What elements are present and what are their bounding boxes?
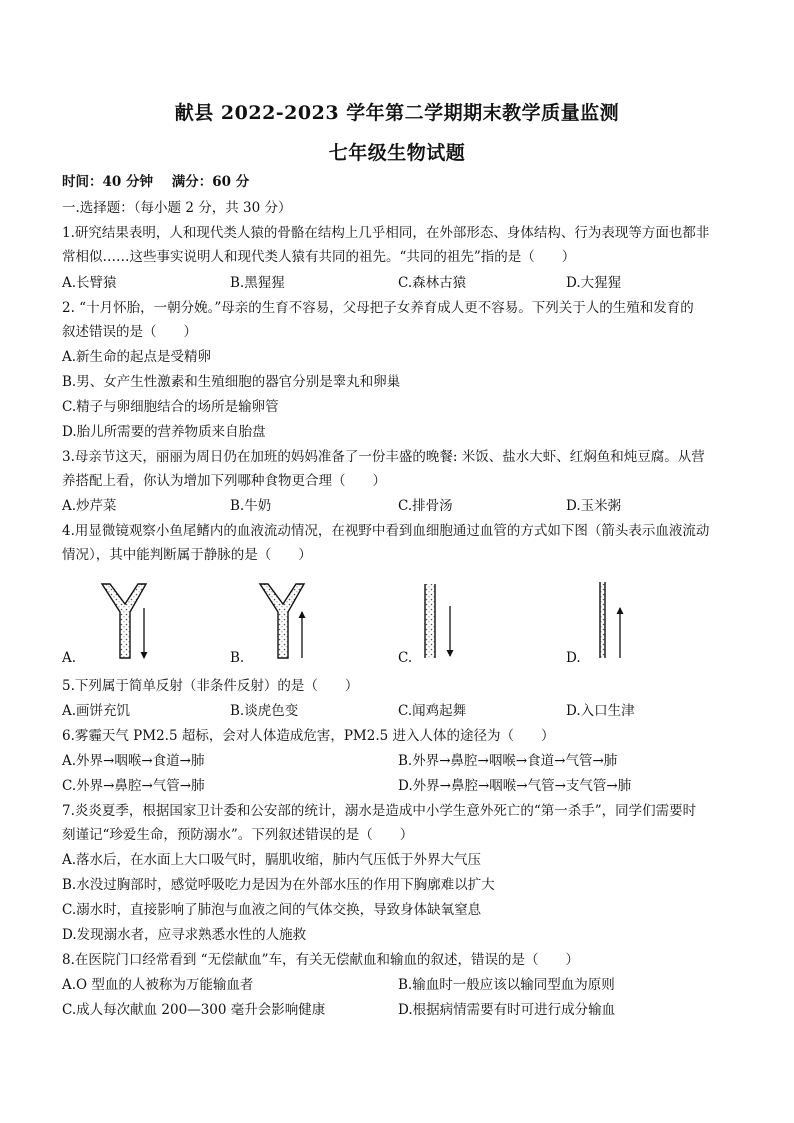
q6-option-b: B.外界→鼻腔→咽喉→食道→气管→肺 (398, 753, 618, 769)
q1-option-a: A.长臂猿 (62, 275, 117, 291)
q2-option-a: A.新生命的起点是受精卵 (62, 349, 212, 365)
q1-option-d: D.大猩猩 (566, 275, 622, 291)
q5-option-b: B.谈虎色变 (230, 703, 299, 719)
q2-option-c: C.精子与卵细胞结合的场所是输卵管 (62, 399, 279, 415)
q5-option-a: A.画饼充饥 (62, 703, 131, 719)
q1-stem-line2: 常相似……这些事实说明人和现代类人猿有共同的祖先。“共同的祖先”指的是（ ） (62, 249, 576, 265)
q5-option-d: D.入口生津 (566, 703, 635, 719)
q3-option-d: D.玉米粥 (566, 498, 622, 514)
q7-stem-line1: 7.炎炎夏季，根据国家卫计委和公安部的统计，溺水是造成中小学生意外死亡的“第一杀手”，同学们需要时 (62, 803, 697, 819)
exam-info: 时间：40 分钟 满分：60 分 (62, 174, 250, 190)
q1-stem-line1: 1.研究结果表明，人和现代类人猿的骨骼在结构上几乎相同，在外部形态、身体结构、行为表现等方面也都非 (62, 225, 710, 241)
q4-option-d: D. (566, 650, 581, 666)
q2-option-d: D.胎儿所需要的营养物质来自胎盘 (62, 424, 266, 440)
q4-option-c: C. (398, 650, 413, 666)
q7-option-d: D.发现溺水者，应寻求熟悉水性的人施救 (62, 927, 307, 943)
q8-option-c: C.成人每次献血 200—300 毫升会影响健康 (62, 1002, 326, 1018)
section-heading: 一.选择题：（每小题 2 分，共 30 分） (62, 200, 292, 216)
q2-option-b: B.男、女产生性激素和生殖细胞的器官分别是睾丸和卵巢 (62, 374, 401, 390)
q4-stem-line2: 情况），其中能判断属于静脉的是（ ） (62, 547, 312, 563)
q7-stem-line2: 刻谨记“珍爱生命，预防溺水”。下列叙述错误的是（ ） (62, 827, 414, 843)
vessel-figure-b (258, 578, 318, 660)
exam-subtitle: 七年级生物试题 (328, 142, 466, 164)
q2-stem-line2: 叙述错误的是（ ） (62, 324, 197, 340)
q7-option-a: A.落水后，在水面上大口吸气时，膈肌收缩，肺内气压低于外界大气压 (62, 852, 482, 868)
exam-title: 献县 2022-2023 学年第二学期期末教学质量监测 (174, 102, 620, 124)
q6-option-c: C.外界→鼻腔→气管→肺 (62, 778, 205, 794)
q8-option-a: A.O 型血的人被称为万能输血者 (62, 977, 254, 993)
q4-stem-line1: 4.用显微镜观察小鱼尾鳍内的血液流动情况，在视野中看到血细胞通过血管的方式如下图（箭头表示血液流动 (62, 523, 710, 539)
q8-option-b: B.输血时一般应该以输同型血为原则 (398, 977, 615, 993)
vessel-figure-a (100, 578, 160, 660)
q1-option-b: B.黑猩猩 (230, 275, 285, 291)
q7-option-b: B.水没过胸部时，感觉呼吸吃力是因为在外部水压的作用下胸廓难以扩大 (62, 877, 495, 893)
q3-option-b: B.牛奶 (230, 498, 272, 514)
q2-stem-line1: 2. “十月怀胎，一朝分娩。”母亲的生育不容易，父母把子女养育成人更不容易。下列关于人的生殖和发育的 (62, 300, 694, 316)
q4-option-a: A. (62, 650, 77, 666)
q8-stem: 8.在医院门口经常看到 “无偿献血”车，有关无偿献血和输血的叙述，错误的是（ ） (62, 952, 579, 968)
q8-option-d: D.根据病情需要有时可进行成分输血 (398, 1002, 616, 1018)
q5-option-c: C.闻鸡起舞 (398, 703, 467, 719)
q1-option-c: C.森林古猿 (398, 275, 467, 291)
vessel-figure-c (420, 578, 460, 660)
q3-option-a: A.炒芹菜 (62, 498, 117, 514)
q6-option-a: A.外界→咽喉→食道→肺 (62, 753, 205, 769)
q6-stem: 6.雾霾天气 PM2.5 超标，会对人体造成危害，PM2.5 进入人体的途径为（ ） (62, 728, 555, 744)
q3-stem-line1: 3.母亲节这天，丽丽为周日仍在加班的妈妈准备了一份丰盛的晚餐: 米饭、盐水大虾、红焖鱼和炖豆腐。从营 (62, 449, 705, 465)
q3-stem-line2: 养搭配上看，你认为增加下列哪种食物更合理（ ） (62, 473, 386, 489)
q6-option-d: D.外界→鼻腔→咽喉→气管→支气管→肺 (398, 778, 632, 794)
vessel-figure-d (592, 578, 632, 660)
q4-option-b: B. (230, 650, 245, 666)
q3-option-c: C.排骨汤 (398, 498, 453, 514)
q5-stem: 5.下列属于简单反射（非条件反射）的是（ ） (62, 678, 359, 694)
q7-option-c: C.溺水时，直接影响了肺泡与血液之间的气体交换，导致身体缺氧窒息 (62, 902, 482, 918)
